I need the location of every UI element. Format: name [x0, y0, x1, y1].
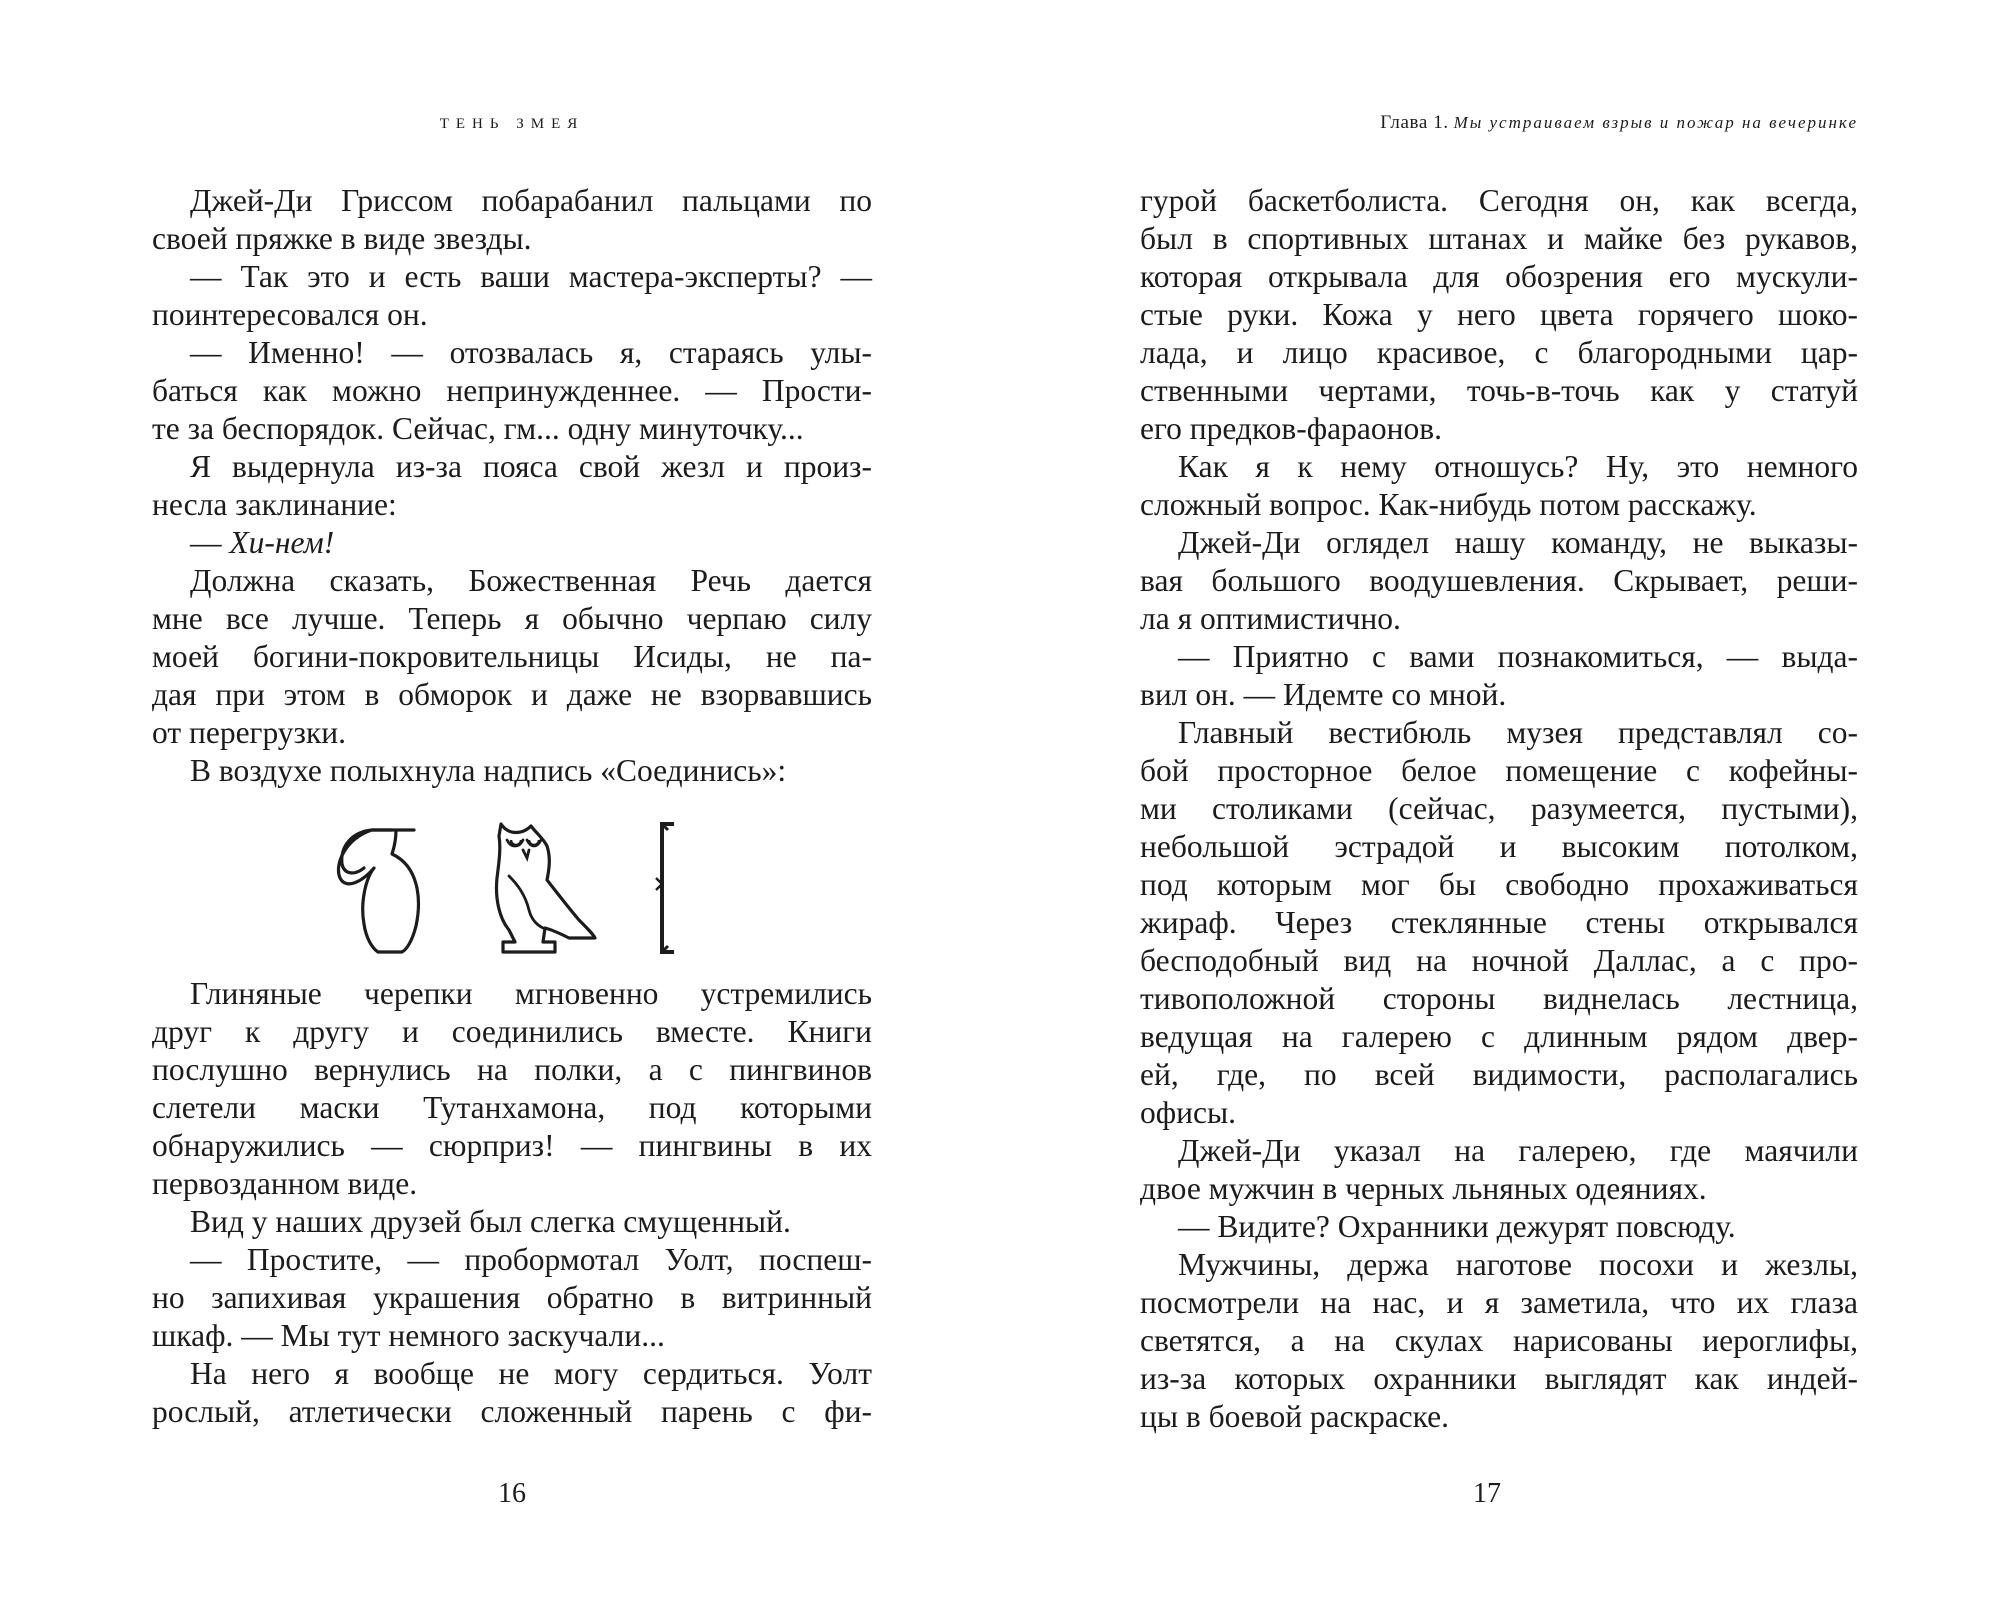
paragraph — [1140, 714, 1858, 1132]
paragraph — [152, 182, 872, 258]
text-line: моей богини-покровительницы Исиды, не па- — [152, 639, 872, 674]
paragraph — [1140, 1208, 1858, 1246]
text-line: Главный вестибюль музея представлял со- — [1178, 715, 1858, 750]
running-head-book-title: ТЕНЬ ЗМЕЯ — [439, 116, 585, 132]
text-line: — Видите? Охранники дежурят повсюду. — [1178, 1209, 1736, 1244]
text-line: обнаружились — сюрприз! — пингвины в их — [152, 1128, 872, 1163]
text-line: ведущая на галерею с длинным рядом двер- — [1140, 1019, 1858, 1054]
text-line: послушно вернулись на полки, а с пингвинов — [152, 1052, 872, 1087]
text-line: Джей-Ди указал на галерею, где маячили — [1178, 1133, 1858, 1168]
text-line: ми столиками (сейчас, разумеется, пустыми), — [1140, 791, 1858, 826]
text-line: На него я вообще не могу сердиться. Уолт — [190, 1356, 872, 1391]
text-line: сложный вопрос. Как-нибудь потом расскажу. — [1140, 487, 1757, 522]
page-number-right: 17 — [1473, 1478, 1501, 1509]
text-line: ей, где, по всей видимости, располагались — [1140, 1057, 1858, 1092]
text-line: цы в боевой раскраске. — [1140, 1399, 1450, 1434]
text-line: но запихивая украшения обратно в витринный — [152, 1280, 872, 1315]
text-line: бой просторное белое помещение с кофейны- — [1140, 753, 1858, 788]
paragraph — [152, 448, 872, 524]
text-line: Вид у наших друзей был слегка смущенный. — [190, 1204, 791, 1239]
text-line: Глиняные черепки мгновенно устремились — [190, 976, 872, 1011]
text-line: те за беспорядок. Сейчас, гм... одну минуточку... — [152, 411, 804, 446]
left-page-text-top — [152, 182, 872, 790]
hieroglyph-inscription — [332, 818, 752, 958]
text-line: небольшой эстрадой и высоким потолком, — [1140, 829, 1858, 864]
paragraph — [152, 1241, 872, 1355]
paragraph — [152, 975, 872, 1203]
text-line: слетели маски Тутанхамона, под которыми — [152, 1090, 872, 1125]
text-line: Должна сказать, Божественная Речь дается — [190, 563, 872, 598]
text-line: вил он. — Идемте со мной. — [1140, 677, 1507, 712]
bracket-hieroglyph-icon — [650, 818, 690, 958]
text-line: Как я к нему отношусь? Ну, это немного — [1178, 449, 1858, 484]
paragraph — [1140, 1132, 1858, 1208]
text-line: — Так это и есть ваши мастера-эксперты? — — [190, 259, 872, 294]
text-line: посмотрели на нас, и я заметила, что их глаза — [1140, 1285, 1858, 1320]
spell-word: Хи-нем! — [229, 525, 335, 560]
right-page — [1140, 0, 1858, 1600]
text-line: офисы. — [1140, 1095, 1237, 1130]
text-line: Мужчины, держа наготове посохи и жезлы, — [1178, 1247, 1858, 1282]
paragraph — [152, 524, 872, 562]
text-line: своей пряжке в виде звезды. — [152, 221, 532, 256]
text-line: мне все лучше. Теперь я обычно черпаю силу — [152, 601, 872, 636]
text-line: — Хи-нем! — [190, 525, 335, 560]
text-line: друг к другу и соединились вместе. Книги — [152, 1014, 872, 1049]
paragraph — [1140, 448, 1858, 524]
left-page-text-bottom — [152, 975, 872, 1431]
text-line: из-за которых охранники выглядят как индей- — [1140, 1361, 1858, 1396]
text-line: первозданном виде. — [152, 1166, 418, 1201]
paragraph — [152, 1203, 872, 1241]
text-line: Джей-Ди Гриссом побарабанил пальцами по — [190, 183, 872, 218]
owl-hieroglyph-icon — [487, 818, 602, 958]
running-head-chapter — [1140, 112, 1858, 134]
text-line: стые руки. Кожа у него цвета горячего шоко- — [1140, 297, 1858, 332]
paragraph — [152, 334, 872, 448]
text-line: которая открывала для обозрения его мускули- — [1140, 259, 1858, 294]
text-line: лада, и лицо красивое, с благородными цар- — [1140, 335, 1858, 370]
text-line: Я выдернула из-за пояса свой жезл и произ- — [190, 449, 872, 484]
text-line: под которым мог бы свободно прохаживаться — [1140, 867, 1858, 902]
paragraph — [1140, 1246, 1858, 1436]
text-line: — Именно! — отозвалась я, стараясь улы- — [190, 335, 872, 370]
page-number-left: 16 — [498, 1478, 526, 1509]
text-line: дая при этом в обморок и даже не взорвавшись — [152, 677, 872, 712]
text-line: светятся, а на скулах нарисованы иероглифы, — [1140, 1323, 1858, 1358]
running-head-chapter-number: Глава 1. — [1380, 112, 1449, 133]
text-line: ственными чертами, точь-в-точь как у статуй — [1140, 373, 1858, 408]
paragraph — [152, 1355, 872, 1431]
text-line: рослый, атлетически сложенный парень с фи- — [152, 1394, 872, 1429]
text-line: баться как можно непринужденнее. — Прости- — [152, 373, 872, 408]
text-line: шкаф. — Мы тут немного заскучали... — [152, 1318, 665, 1353]
vase-hieroglyph-icon — [332, 818, 442, 958]
text-line: был в спортивных штанах и майке без рукавов, — [1140, 221, 1858, 256]
text-line: жираф. Через стеклянные стены открывался — [1140, 905, 1858, 940]
text-line: Джей-Ди оглядел нашу команду, не выказы- — [1178, 525, 1858, 560]
paragraph — [152, 752, 872, 790]
text-line: — Простите, — пробормотал Уолт, поспеш- — [190, 1242, 872, 1277]
text-line: В воздухе полыхнула надпись «Соединись»: — [190, 753, 787, 788]
paragraph — [152, 562, 872, 752]
text-line: поинтересовался он. — [152, 297, 428, 332]
right-page-text — [1140, 182, 1858, 1436]
text-line: вая большого воодушевления. Скрывает, реши- — [1140, 563, 1858, 598]
paragraph — [1140, 638, 1858, 714]
text-line: гурой баскетболиста. Сегодня он, как всегда, — [1140, 183, 1858, 218]
left-page — [152, 0, 872, 1600]
text-line: двое мужчин в черных льняных одеяниях. — [1140, 1171, 1707, 1206]
text-line: его предков-фараонов. — [1140, 411, 1442, 446]
paragraph — [1140, 524, 1858, 638]
text-line: от перегрузки. — [152, 715, 347, 750]
paragraph — [1140, 182, 1858, 448]
text-line: — Приятно с вами познакомиться, — выда- — [1178, 639, 1858, 674]
text-line: ла я оптимистично. — [1140, 601, 1401, 636]
text-line: несла заклинание: — [152, 487, 397, 522]
text-line: бесподобный вид на ночной Даллас, а с про- — [1140, 943, 1858, 978]
text-line: тивоположной стороны виднелась лестница, — [1140, 981, 1858, 1016]
paragraph — [152, 258, 872, 334]
running-head-chapter-title: Мы устраиваем взрыв и пожар на вечеринке — [1453, 113, 1858, 132]
